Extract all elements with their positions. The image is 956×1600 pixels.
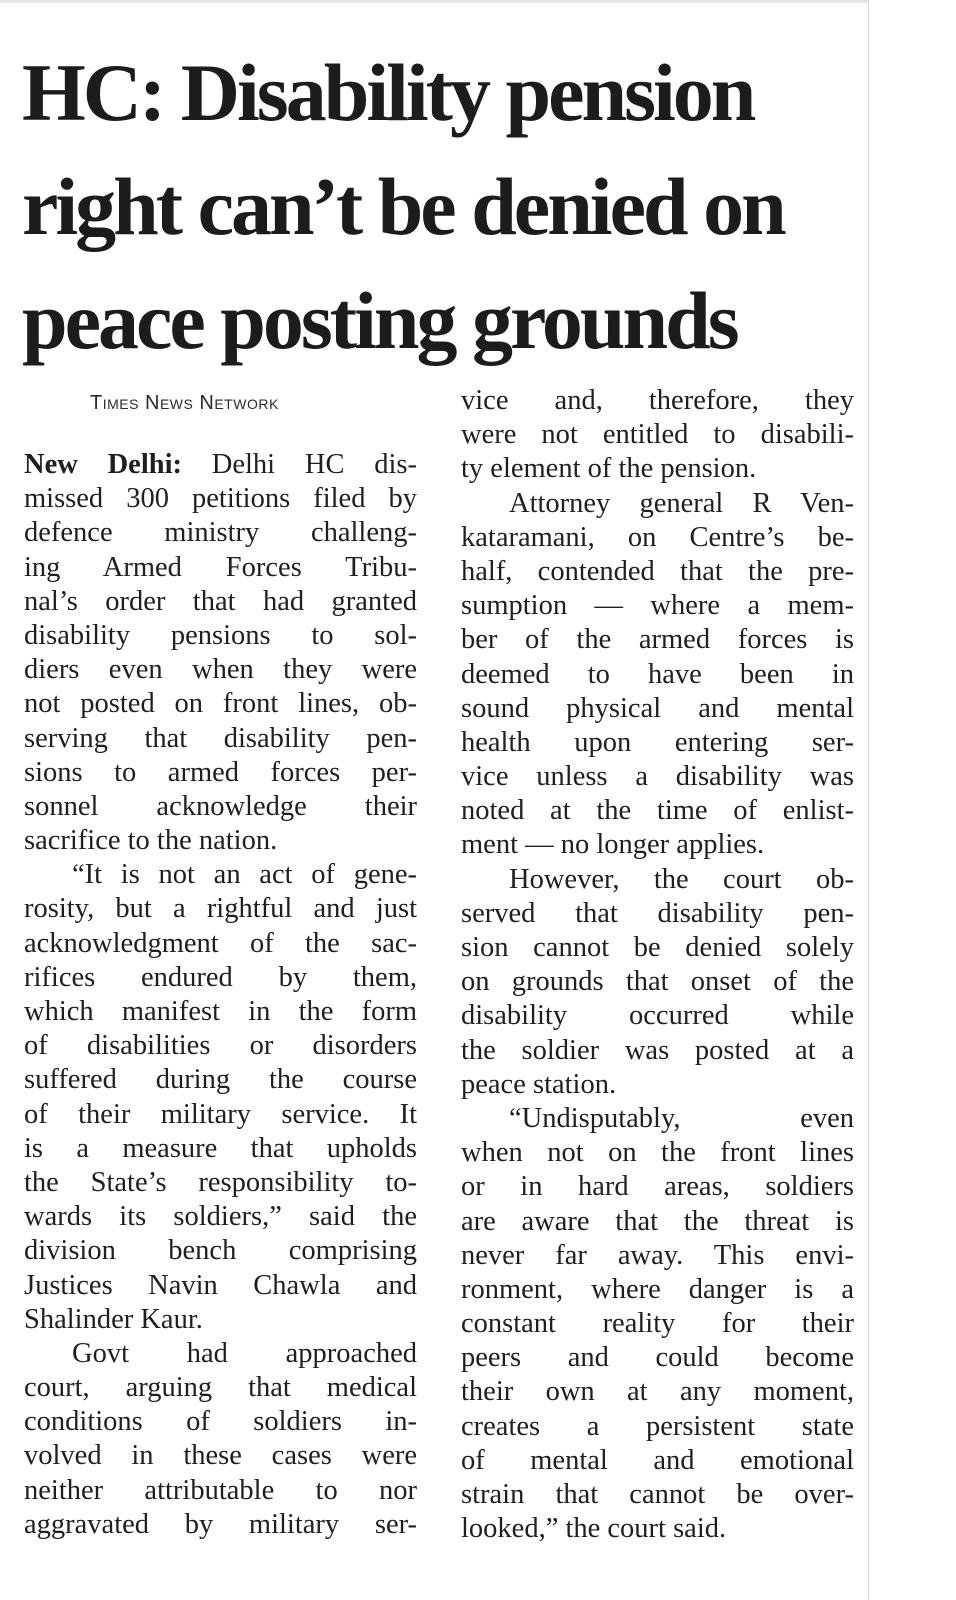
text-line: aggravated by military ser- — [24, 1508, 417, 1540]
text-line: of disabilities or disorders — [24, 1030, 417, 1062]
text-line: vice unless a disability was — [461, 761, 854, 793]
text-line: noted at the time of enlist- — [461, 795, 854, 827]
headline-line: HC: Disability pension — [22, 47, 754, 138]
text-line: court, arguing that medical — [24, 1372, 417, 1404]
text-line: wards its soldiers,” said the — [24, 1201, 417, 1233]
text-line: ty element of the pension. — [461, 453, 757, 485]
text-line: rifices endured by them, — [24, 961, 417, 993]
text-line: rosity, but a rightful and just — [24, 893, 417, 925]
text-line: never far away. This envi- — [461, 1239, 854, 1271]
headline-line: peace posting grounds — [22, 275, 737, 366]
text-line: deemed to have been in — [461, 658, 854, 690]
text-line: health upon entering ser- — [461, 726, 854, 758]
text-line — [24, 448, 417, 482]
text-line: ber of the armed forces is — [461, 624, 854, 656]
text-line: which manifest in the form — [24, 996, 417, 1027]
text-line: defence ministry challeng- — [24, 517, 417, 549]
text-line: vice and, therefore, they — [461, 385, 854, 416]
text-line: the State’s responsibility to- — [24, 1166, 417, 1198]
text-line: the soldier was posted at a — [461, 1034, 854, 1066]
text-line: diers even when they were — [24, 654, 417, 686]
text-line: were not entitled to disabili- — [461, 419, 854, 451]
text-line: ing Armed Forces Tribu- — [24, 551, 417, 583]
headline-line: right can’t be denied on — [22, 161, 784, 252]
right-column — [461, 384, 854, 1546]
text-line: acknowledgment of the sac- — [24, 927, 417, 959]
text-line: looked,” the court said. — [461, 1513, 727, 1545]
text-line: is a measure that upholds — [24, 1132, 417, 1164]
text-line: sumption — where a mem- — [461, 590, 854, 622]
text-line: peers and could become — [461, 1342, 854, 1374]
text-line: However, the court ob- — [509, 863, 854, 895]
byline: Times News Network — [90, 392, 279, 414]
text-line: creates a persistent state — [461, 1410, 854, 1442]
text-line: sion cannot be denied solely — [461, 932, 854, 963]
text-line: conditions of soldiers in- — [24, 1406, 417, 1438]
text-line: sions to armed forces per- — [24, 756, 417, 788]
dateline: New Delhi: — [24, 449, 182, 480]
text-line: serving that disability pen- — [24, 722, 417, 754]
text-line: of their military service. It — [24, 1098, 417, 1130]
text-line: served that disability pen- — [461, 897, 854, 929]
text-line: are aware that the threat is — [461, 1205, 854, 1237]
text-line: sacrifice to the nation. — [24, 825, 278, 857]
top-rule — [0, 0, 868, 3]
text-line: when not on the front lines — [461, 1137, 854, 1169]
text-line: suffered during the course — [24, 1064, 417, 1096]
text-line: half, contended that the pre- — [461, 555, 854, 587]
text-line: Shalinder Kaur. — [24, 1303, 203, 1335]
text-line: Justices Navin Chawla and — [24, 1269, 417, 1301]
text-line: division bench comprising — [24, 1235, 417, 1267]
text-line: of mental and emotional — [461, 1444, 854, 1476]
text-line: missed 300 petitions filed by — [24, 483, 417, 515]
text-line: kataramani, on Centre’s be- — [461, 521, 854, 553]
text-line: sound physical and mental — [461, 692, 854, 724]
text-line: ronment, where danger is a — [461, 1273, 854, 1305]
text-line: or in hard areas, soldiers — [461, 1171, 854, 1203]
text-line-content: Delhi HC dis- — [211, 449, 417, 480]
text-line: their own at any moment, — [461, 1376, 854, 1408]
text-line: “It is not an act of gene- — [72, 859, 417, 891]
text-line: disability occurred while — [461, 1000, 854, 1032]
text-line: sonnel acknowledge their — [24, 790, 417, 822]
text-line: constant reality for their — [461, 1308, 854, 1340]
text-line: on grounds that onset of the — [461, 966, 854, 998]
text-line: volved in these cases were — [24, 1440, 417, 1472]
text-line: Attorney general R Ven- — [509, 487, 854, 519]
text-line: disability pensions to sol- — [24, 619, 417, 651]
text-line: nal’s order that had granted — [24, 585, 417, 617]
text-line: ment — no longer applies. — [461, 829, 765, 861]
text-line: Govt had approached — [72, 1337, 417, 1369]
left-column — [24, 448, 417, 1542]
text-line: “Undisputably, even — [509, 1102, 854, 1134]
text-line: peace station. — [461, 1068, 617, 1100]
text-line: not posted on front lines, ob- — [24, 688, 417, 720]
text-line: neither attributable to nor — [24, 1474, 417, 1506]
headline — [22, 36, 862, 378]
text-line: strain that cannot be over- — [461, 1479, 854, 1510]
